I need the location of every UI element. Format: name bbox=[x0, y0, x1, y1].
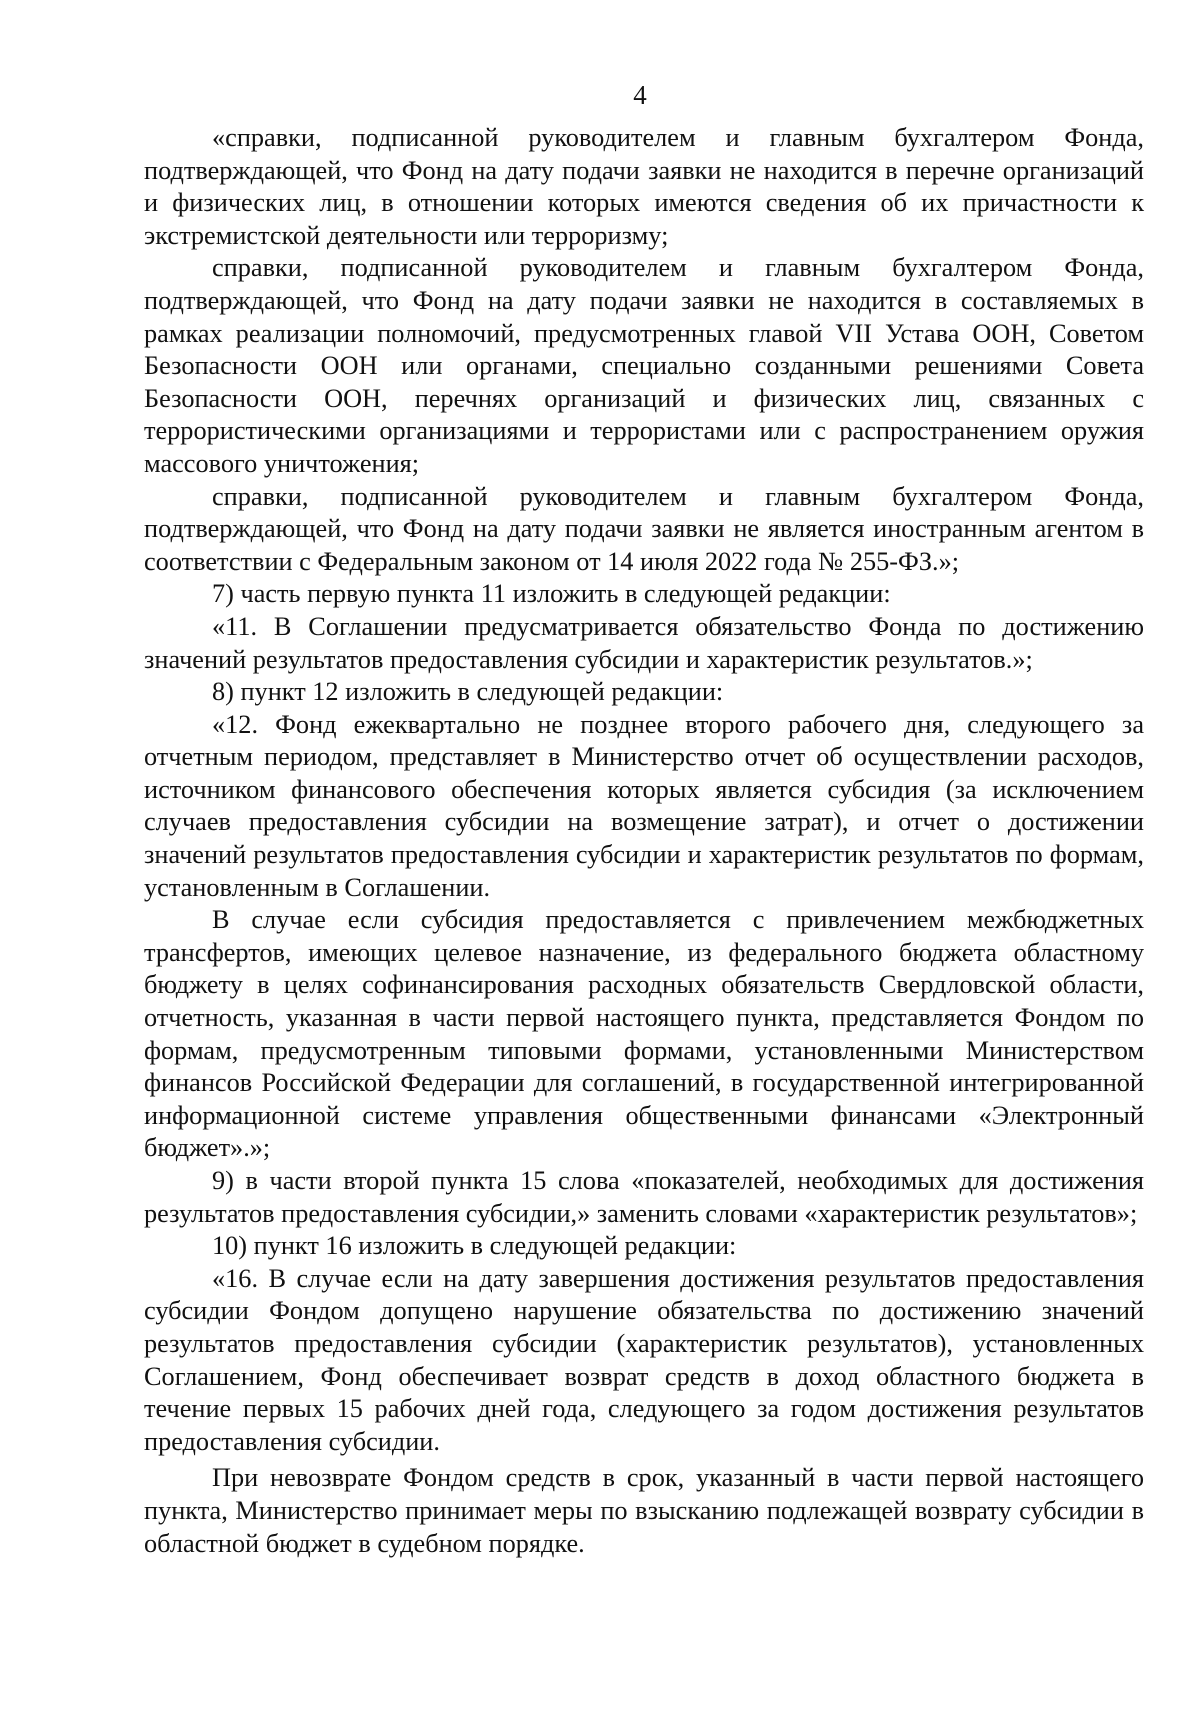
paragraph-clause-16: «16. В случае если на дату завершения достижения результатов предоставления субсидии Фондом допущено нарушение обязательства по достижению значений результатов предоставления субсидии (характеристик результатов), установленных Соглашением, Фонд обеспечивает возврат средств в доход областного бюджета в течение первых 15 рабочих дней года, следующего за годом достижения результатов предоставления субсидии. bbox=[144, 1263, 1144, 1456]
paragraph-item-8: 8) пункт 12 изложить в следующей редакции: bbox=[212, 677, 724, 707]
page-number: 4 bbox=[633, 80, 647, 110]
paragraph-clause-12-part-2: В случае если субсидия предоставляется с привлечением межбюджетных трансфертов, имеющих целевое назначение, из федерального бюджета областному бюджету в целях софинансирования расходных обязательств Свердловской области, отчетность, указанная в части первой настоящего пункта, представляется Фондом по формам, предусмотренным типовыми формами, установленными Министерством финансов Российской Федерации для соглашений, в государственной интегрированной информационной системе управления общественными финансами «Электронный бюджет».»; bbox=[144, 905, 1144, 1163]
paragraph-clause-11: «11. В Соглашении предусматривается обязательство Фонда по достижению значений результатов предоставления субсидии и характеристик результатов.»; bbox=[144, 611, 1144, 674]
paragraph-clause-16-part-2: При невозврате Фондом средств в срок, указанный в части первой настоящего пункта, Министерство принимает меры по взысканию подлежащей возврату субсидии в областной бюджет в судебном порядке. bbox=[144, 1463, 1144, 1558]
paragraph-certificate-un-lists: справки, подписанной руководителем и главным бухгалтером Фонда, подтверждающей, что Фонд на дату подачи заявки не находится в составляемых в рамках реализации полномочий, предусмотренных главой VII Устава ООН, Советом Безопасности ООН или органами, специально созданными решениями Совета Безопасности ООН, перечнях организаций и физических лиц, связанных с террористическими организациями и террористами или с распространением оружия массового уничтожения; bbox=[144, 253, 1144, 478]
paragraph-certificate-foreign-agent: справки, подписанной руководителем и главным бухгалтером Фонда, подтверждающей, что Фонд на дату подачи заявки не является иностранным агентом в соответствии с Федеральным законом от 14 июля 2022 года № 255-ФЗ.»; bbox=[144, 481, 1144, 576]
paragraph-clause-12: «12. Фонд ежеквартально не позднее второго рабочего дня, следующего за отчетным периодом, представляет в Министерство отчет об осуществлении расходов, источником финансового обеспечения которых является субсидия (за исключением случаев предоставления субсидии на возмещение затрат), и отчет о достижении значений результатов предоставления субсидии и характеристик результатов по формам, установленным в Соглашении. bbox=[144, 709, 1144, 902]
document-body bbox=[144, 122, 1144, 1560]
paragraph-certificate-extremism: «справки, подписанной руководителем и главным бухгалтером Фонда, подтверждающей, что Фонд на дату подачи заявки не находится в перечне организаций и физических лиц, в отношении которых имеются сведения об их причастности к экстремистской деятельности или терроризму; bbox=[144, 123, 1144, 250]
paragraph-item-7: 7) часть первую пункта 11 изложить в следующей редакции: bbox=[212, 579, 891, 609]
paragraph-item-10: 10) пункт 16 изложить в следующей редакции: bbox=[212, 1231, 737, 1261]
paragraph-item-9: 9) в части второй пункта 15 слова «показателей, необходимых для достижения результатов предоставления субсидии,» заменить словами «характеристик результатов»; bbox=[144, 1166, 1144, 1228]
